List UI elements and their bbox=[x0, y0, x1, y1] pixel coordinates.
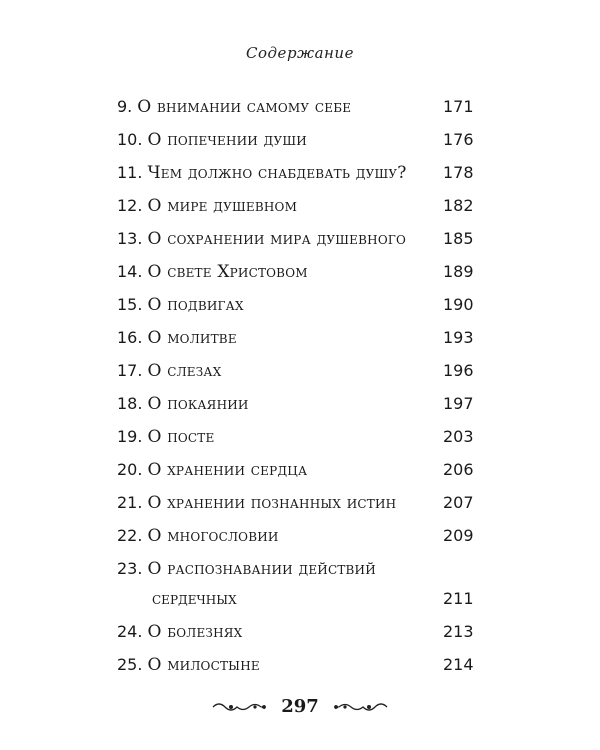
entry-page: 193 bbox=[443, 328, 474, 347]
entry-page: 171 bbox=[443, 97, 474, 116]
dot-leader bbox=[253, 388, 439, 408]
entry-title: О болезнях bbox=[147, 622, 243, 642]
entry-number: 10. bbox=[117, 130, 143, 149]
entry-number: 17. bbox=[117, 361, 143, 380]
entry-page: 203 bbox=[443, 427, 474, 446]
toc-entry bbox=[117, 354, 473, 387]
entry-number: 22. bbox=[117, 526, 143, 545]
entry-page: 189 bbox=[443, 262, 474, 281]
toc-entry bbox=[117, 156, 473, 189]
entry-number: 14. bbox=[117, 262, 143, 281]
entry-number: 18. bbox=[117, 394, 143, 413]
dot-leader bbox=[355, 91, 439, 111]
entry-page: 190 bbox=[443, 295, 474, 314]
entry-title: О свете Христовом bbox=[147, 262, 308, 282]
entry-title: О посте bbox=[147, 427, 215, 447]
dot-leader bbox=[264, 649, 439, 669]
dot-leader bbox=[225, 355, 439, 375]
dot-leader bbox=[241, 322, 439, 342]
dot-leader bbox=[218, 421, 439, 441]
entry-page: 209 bbox=[443, 526, 474, 545]
toc-entry bbox=[117, 255, 473, 288]
entry-page: 176 bbox=[443, 130, 474, 149]
entry-number: 20. bbox=[117, 460, 143, 479]
entry-number: 25. bbox=[117, 655, 143, 674]
toc-entry bbox=[117, 90, 473, 123]
flourish-ornament-icon bbox=[333, 699, 389, 715]
dot-leader bbox=[301, 190, 439, 210]
entry-title-continuation: сердечных bbox=[152, 589, 237, 609]
running-header: Содержание bbox=[246, 44, 354, 62]
dot-leader bbox=[400, 487, 439, 507]
entry-title: О подвигах bbox=[147, 295, 244, 315]
page-footer bbox=[0, 696, 600, 717]
entry-title: О молитве bbox=[147, 328, 237, 348]
dot-leader bbox=[312, 256, 439, 276]
toc-entry bbox=[117, 420, 473, 453]
toc-entry bbox=[117, 552, 473, 615]
entry-number: 11. bbox=[117, 163, 143, 182]
flourish-ornament-icon bbox=[211, 699, 267, 715]
entry-page: 178 bbox=[443, 163, 474, 182]
dot-leader bbox=[410, 223, 439, 243]
entry-page: 185 bbox=[443, 229, 474, 248]
table-of-contents bbox=[117, 90, 473, 681]
entry-page: 207 bbox=[443, 493, 474, 512]
entry-number: 9. bbox=[117, 97, 133, 116]
toc-entry bbox=[117, 519, 473, 552]
entry-title: О сохранении мира душевного bbox=[147, 229, 407, 249]
entry-page: 182 bbox=[443, 196, 474, 215]
entry-title: О хранении сердца bbox=[147, 460, 308, 480]
dot-leader bbox=[311, 454, 439, 474]
dot-leader bbox=[248, 289, 439, 309]
dot-leader bbox=[411, 157, 439, 177]
toc-entry bbox=[117, 615, 473, 648]
entry-page: 214 bbox=[443, 655, 474, 674]
entry-title: Чем должно снабдевать душу? bbox=[147, 163, 407, 183]
entry-title: О хранении познанных истин bbox=[147, 493, 397, 513]
entry-title: О попечении души bbox=[147, 130, 307, 150]
entry-page: 211 bbox=[443, 589, 474, 608]
toc-entry bbox=[117, 486, 473, 519]
toc-entry bbox=[117, 321, 473, 354]
entry-title: О распознавании действий bbox=[147, 559, 376, 579]
entry-title: О покаянии bbox=[147, 394, 249, 414]
dot-leader bbox=[311, 124, 439, 144]
dot-leader bbox=[283, 520, 439, 540]
toc-entry bbox=[117, 453, 473, 486]
entry-title: О слезах bbox=[147, 361, 222, 381]
entry-number: 12. bbox=[117, 196, 143, 215]
entry-title: О внимании самому себе bbox=[137, 97, 352, 117]
entry-page: 197 bbox=[443, 394, 474, 413]
dot-leader bbox=[246, 616, 439, 636]
dot-leader bbox=[241, 583, 439, 603]
entry-number: 15. bbox=[117, 295, 143, 314]
entry-page: 196 bbox=[443, 361, 474, 380]
entry-title: О многословии bbox=[147, 526, 279, 546]
entry-page: 213 bbox=[443, 622, 474, 641]
entry-page: 206 bbox=[443, 460, 474, 479]
toc-entry bbox=[117, 222, 473, 255]
entry-number: 13. bbox=[117, 229, 143, 248]
toc-entry bbox=[117, 288, 473, 321]
entry-number: 16. bbox=[117, 328, 143, 347]
entry-number: 23. bbox=[117, 559, 143, 578]
toc-entry bbox=[117, 387, 473, 420]
entry-number: 19. bbox=[117, 427, 143, 446]
entry-number: 24. bbox=[117, 622, 143, 641]
toc-entry bbox=[117, 648, 473, 681]
entry-title: О мире душевном bbox=[147, 196, 298, 216]
toc-entry bbox=[117, 189, 473, 222]
entry-title: О милостыне bbox=[147, 655, 260, 675]
page-number: 297 bbox=[281, 696, 319, 717]
toc-entry bbox=[117, 123, 473, 156]
entry-number: 21. bbox=[117, 493, 143, 512]
